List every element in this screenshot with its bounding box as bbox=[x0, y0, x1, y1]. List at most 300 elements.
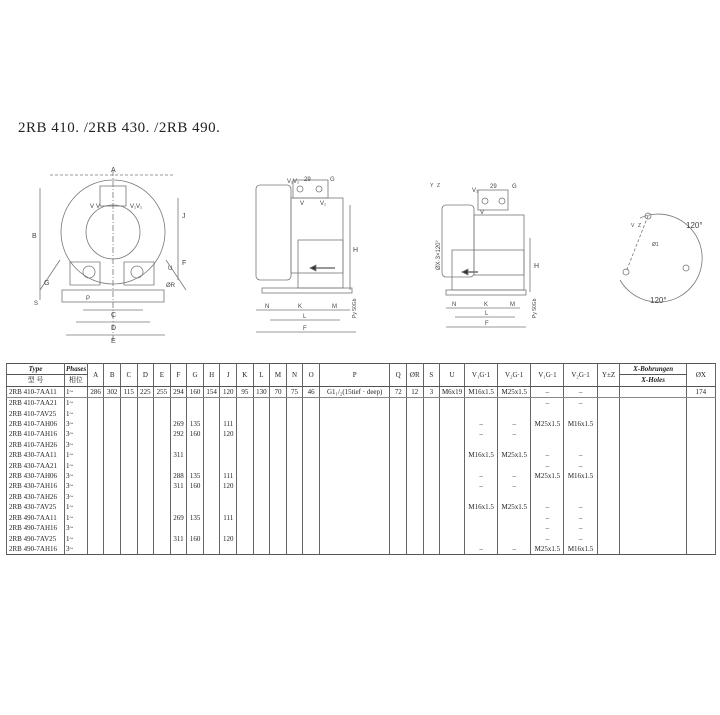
table-row bbox=[7, 450, 716, 460]
cell-v1: – bbox=[465, 419, 498, 429]
cell-s bbox=[423, 419, 440, 429]
cell-q: 72 bbox=[390, 386, 407, 397]
cell-b: 302 bbox=[104, 386, 121, 397]
cell-m bbox=[270, 523, 287, 533]
cell-v1: – bbox=[465, 429, 498, 439]
cell-p bbox=[319, 409, 389, 419]
cell-v4: – bbox=[564, 450, 597, 460]
cell-g bbox=[187, 523, 204, 533]
cell-j bbox=[220, 440, 237, 450]
cell-c bbox=[120, 450, 137, 460]
cell-r bbox=[406, 513, 423, 523]
cell-c bbox=[120, 440, 137, 450]
cell-xh bbox=[620, 481, 686, 491]
cell-l bbox=[253, 440, 270, 450]
cell-ox bbox=[686, 481, 715, 491]
cell-k bbox=[237, 450, 254, 460]
cell-s bbox=[423, 461, 440, 471]
cell-p bbox=[319, 492, 389, 502]
cell-e bbox=[154, 398, 171, 409]
cell-e bbox=[154, 429, 171, 439]
cell-model: 2RB 490-7AH16 bbox=[7, 523, 65, 533]
header-o: O bbox=[303, 364, 320, 387]
cell-h bbox=[203, 534, 220, 544]
cell-q bbox=[390, 492, 407, 502]
cell-v1: – bbox=[465, 481, 498, 491]
cell-s bbox=[423, 502, 440, 512]
cell-b bbox=[104, 492, 121, 502]
cell-j: 111 bbox=[220, 471, 237, 481]
cell-g: 160 bbox=[187, 534, 204, 544]
cell-b bbox=[104, 471, 121, 481]
cell-n bbox=[286, 419, 303, 429]
header-v2g1-b: V₂G·1 bbox=[564, 364, 597, 387]
cell-b bbox=[104, 450, 121, 460]
cell-k bbox=[237, 419, 254, 429]
cell-c bbox=[120, 492, 137, 502]
header-d: D bbox=[137, 364, 154, 387]
header-type-cn: 型 号 bbox=[7, 375, 65, 386]
cell-n bbox=[286, 450, 303, 460]
cell-f bbox=[170, 461, 187, 471]
cell-model: 2RB 430-7AA11 bbox=[7, 450, 65, 460]
flange-label-120a: 120° bbox=[686, 221, 703, 230]
front-label-u: U bbox=[168, 266, 173, 272]
cell-k bbox=[237, 440, 254, 450]
cell-v2 bbox=[498, 440, 531, 450]
cell-n bbox=[286, 398, 303, 409]
cell-phase: 3~ bbox=[65, 440, 88, 450]
cell-g bbox=[187, 544, 204, 555]
cell-g bbox=[187, 398, 204, 409]
cell-o: 46 bbox=[303, 386, 320, 397]
cell-g: 135 bbox=[187, 419, 204, 429]
cell-p bbox=[319, 471, 389, 481]
front-label-c: C bbox=[111, 312, 117, 319]
side-label-h: H bbox=[353, 247, 359, 254]
cell-n bbox=[286, 440, 303, 450]
side2-label-py: Py 50Gb bbox=[532, 298, 538, 318]
header-v2g1: V₂G·1 bbox=[498, 364, 531, 387]
cell-d bbox=[137, 523, 154, 533]
header-h: H bbox=[203, 364, 220, 387]
cell-phase: 3~ bbox=[65, 492, 88, 502]
cell-h bbox=[203, 450, 220, 460]
cell-l bbox=[253, 409, 270, 419]
cell-u bbox=[440, 502, 465, 512]
cell-o bbox=[303, 471, 320, 481]
cell-p bbox=[319, 513, 389, 523]
cell-u bbox=[440, 450, 465, 460]
cell-model: 2RB 490-7AH16 bbox=[7, 544, 65, 555]
cell-v2 bbox=[498, 461, 531, 471]
cell-phase: 3~ bbox=[65, 523, 88, 533]
cell-ox bbox=[686, 534, 715, 544]
cell-p bbox=[319, 450, 389, 460]
front-label-v1v1: V₁V₁ bbox=[130, 204, 143, 210]
cell-xh bbox=[620, 544, 686, 555]
header-phases-cn: 相位 bbox=[65, 375, 88, 386]
side-label-py: Py 50Gb bbox=[352, 298, 358, 318]
cell-a bbox=[87, 398, 104, 409]
header-p: P bbox=[319, 364, 389, 387]
cell-p bbox=[319, 523, 389, 533]
cell-o bbox=[303, 513, 320, 523]
cell-m bbox=[270, 534, 287, 544]
cell-e bbox=[154, 523, 171, 533]
cell-s bbox=[423, 523, 440, 533]
cell-yz bbox=[597, 502, 620, 512]
header-a: A bbox=[87, 364, 104, 387]
cell-h bbox=[203, 544, 220, 555]
front-label-f: F bbox=[182, 260, 187, 267]
cell-s bbox=[423, 481, 440, 491]
cell-k bbox=[237, 398, 254, 409]
cell-f: 269 bbox=[170, 419, 187, 429]
cell-l bbox=[253, 471, 270, 481]
cell-yz bbox=[597, 471, 620, 481]
cell-q bbox=[390, 481, 407, 491]
cell-v4: – bbox=[564, 534, 597, 544]
cell-p bbox=[319, 481, 389, 491]
cell-v3: – bbox=[531, 450, 564, 460]
cell-o bbox=[303, 398, 320, 409]
cell-d bbox=[137, 440, 154, 450]
cell-h bbox=[203, 481, 220, 491]
header-l: L bbox=[253, 364, 270, 387]
cell-r bbox=[406, 534, 423, 544]
cell-o bbox=[303, 492, 320, 502]
cell-ox bbox=[686, 523, 715, 533]
cell-f bbox=[170, 398, 187, 409]
front-label-v2: V bbox=[96, 204, 101, 210]
cell-yz bbox=[597, 386, 620, 397]
side2-label-f: F bbox=[485, 321, 489, 327]
cell-n bbox=[286, 523, 303, 533]
cell-v3 bbox=[531, 481, 564, 491]
cell-l bbox=[253, 492, 270, 502]
cell-c bbox=[120, 398, 137, 409]
cell-a bbox=[87, 492, 104, 502]
cell-yz bbox=[597, 461, 620, 471]
cell-model: 2RB 410-7AH06 bbox=[7, 419, 65, 429]
technical-drawings bbox=[0, 160, 720, 355]
cell-v4 bbox=[564, 429, 597, 439]
cell-g bbox=[187, 440, 204, 450]
cell-v1 bbox=[465, 440, 498, 450]
cell-v4: – bbox=[564, 502, 597, 512]
side-label-v1b: V₁ bbox=[293, 179, 300, 185]
cell-h bbox=[203, 419, 220, 429]
cell-g bbox=[187, 502, 204, 512]
cell-u bbox=[440, 429, 465, 439]
cell-b bbox=[104, 481, 121, 491]
side-label-v: V bbox=[300, 201, 305, 207]
header-j: J bbox=[220, 364, 237, 387]
cell-q bbox=[390, 409, 407, 419]
cell-xh bbox=[620, 513, 686, 523]
cell-r bbox=[406, 419, 423, 429]
flange-label-v: V bbox=[631, 223, 635, 229]
cell-q bbox=[390, 450, 407, 460]
cell-xh bbox=[620, 450, 686, 460]
side-label-g: G bbox=[330, 177, 335, 183]
cell-k bbox=[237, 544, 254, 555]
header-b: B bbox=[104, 364, 121, 387]
cell-yz bbox=[597, 492, 620, 502]
cell-xh bbox=[620, 386, 686, 397]
cell-phase: 1~ bbox=[65, 398, 88, 409]
cell-h bbox=[203, 440, 220, 450]
cell-v1 bbox=[465, 534, 498, 544]
cell-j bbox=[220, 502, 237, 512]
cell-j bbox=[220, 409, 237, 419]
cell-g: 160 bbox=[187, 481, 204, 491]
cell-ox bbox=[686, 471, 715, 481]
side-label-f: F bbox=[303, 326, 307, 332]
cell-m bbox=[270, 513, 287, 523]
cell-l bbox=[253, 398, 270, 409]
cell-r bbox=[406, 461, 423, 471]
flange-label-z: Z bbox=[638, 223, 642, 229]
cell-d bbox=[137, 513, 154, 523]
cell-d bbox=[137, 398, 154, 409]
cell-r bbox=[406, 481, 423, 491]
cell-s: 3 bbox=[423, 386, 440, 397]
cell-v4: – bbox=[564, 461, 597, 471]
table-row bbox=[7, 481, 716, 491]
cell-v1: M16x1.5 bbox=[465, 386, 498, 397]
flange-label-o1: Ø1 bbox=[652, 242, 659, 248]
cell-r bbox=[406, 471, 423, 481]
cell-v1 bbox=[465, 461, 498, 471]
cell-m bbox=[270, 429, 287, 439]
cell-b bbox=[104, 502, 121, 512]
table-row bbox=[7, 398, 716, 409]
cell-ox bbox=[686, 513, 715, 523]
cell-c bbox=[120, 513, 137, 523]
cell-a bbox=[87, 544, 104, 555]
cell-s bbox=[423, 429, 440, 439]
side-label-v1a: V₁ bbox=[287, 179, 294, 185]
cell-s bbox=[423, 492, 440, 502]
header-or: ØR bbox=[406, 364, 423, 387]
cell-v3: – bbox=[531, 502, 564, 512]
header-ox: ØX bbox=[686, 364, 715, 387]
cell-o bbox=[303, 440, 320, 450]
cell-yz bbox=[597, 409, 620, 419]
cell-v1 bbox=[465, 513, 498, 523]
cell-u bbox=[440, 492, 465, 502]
cell-o bbox=[303, 419, 320, 429]
cell-p bbox=[319, 534, 389, 544]
cell-phase: 3~ bbox=[65, 471, 88, 481]
cell-model: 2RB 430-7AV25 bbox=[7, 502, 65, 512]
cell-xh bbox=[620, 502, 686, 512]
cell-v4: M16x1.5 bbox=[564, 471, 597, 481]
cell-ox bbox=[686, 398, 715, 409]
cell-d bbox=[137, 429, 154, 439]
cell-d bbox=[137, 534, 154, 544]
cell-v3: – bbox=[531, 386, 564, 397]
cell-k bbox=[237, 502, 254, 512]
cell-m: 70 bbox=[270, 386, 287, 397]
cell-l: 130 bbox=[253, 386, 270, 397]
cell-a bbox=[87, 513, 104, 523]
table-row bbox=[7, 440, 716, 450]
cell-s bbox=[423, 544, 440, 555]
cell-n bbox=[286, 492, 303, 502]
cell-v1: M16x1.5 bbox=[465, 502, 498, 512]
cell-g: 160 bbox=[187, 429, 204, 439]
cell-s bbox=[423, 471, 440, 481]
cell-m bbox=[270, 440, 287, 450]
cell-o bbox=[303, 534, 320, 544]
cell-a bbox=[87, 461, 104, 471]
cell-k bbox=[237, 523, 254, 533]
cell-v3: – bbox=[531, 398, 564, 409]
table-body bbox=[7, 386, 716, 555]
cell-model: 2RB 430-7AH26 bbox=[7, 492, 65, 502]
cell-v4: M16x1.5 bbox=[564, 544, 597, 555]
cell-v2: – bbox=[498, 429, 531, 439]
cell-a bbox=[87, 502, 104, 512]
cell-h bbox=[203, 461, 220, 471]
table-row bbox=[7, 534, 716, 544]
cell-e bbox=[154, 502, 171, 512]
cell-m bbox=[270, 481, 287, 491]
cell-n bbox=[286, 481, 303, 491]
cell-ox bbox=[686, 461, 715, 471]
cell-yz bbox=[597, 534, 620, 544]
cell-d bbox=[137, 450, 154, 460]
cell-o bbox=[303, 502, 320, 512]
cell-model: 2RB 410-7AA21 bbox=[7, 398, 65, 409]
cell-e bbox=[154, 534, 171, 544]
cell-s bbox=[423, 450, 440, 460]
side2-label-29: 29 bbox=[490, 184, 497, 190]
cell-k bbox=[237, 513, 254, 523]
cell-j: 120 bbox=[220, 534, 237, 544]
cell-d bbox=[137, 481, 154, 491]
header-q: Q bbox=[390, 364, 407, 387]
cell-q bbox=[390, 419, 407, 429]
cell-model: 2RB 490-7AV25 bbox=[7, 534, 65, 544]
cell-xh bbox=[620, 523, 686, 533]
cell-v2 bbox=[498, 534, 531, 544]
cell-q bbox=[390, 534, 407, 544]
cell-k bbox=[237, 429, 254, 439]
cell-d bbox=[137, 461, 154, 471]
cell-g: 160 bbox=[187, 386, 204, 397]
cell-ox bbox=[686, 450, 715, 460]
cell-k bbox=[237, 471, 254, 481]
table-row bbox=[7, 544, 716, 555]
cell-u bbox=[440, 461, 465, 471]
cell-h: 154 bbox=[203, 386, 220, 397]
front-label-d: D bbox=[111, 325, 117, 332]
cell-d bbox=[137, 502, 154, 512]
cell-f bbox=[170, 502, 187, 512]
cell-v4 bbox=[564, 440, 597, 450]
cell-b bbox=[104, 429, 121, 439]
cell-o bbox=[303, 461, 320, 471]
cell-xh bbox=[620, 471, 686, 481]
header-s: S bbox=[423, 364, 440, 387]
cell-a bbox=[87, 481, 104, 491]
cell-v1 bbox=[465, 523, 498, 533]
cell-g bbox=[187, 409, 204, 419]
cell-yz bbox=[597, 523, 620, 533]
cell-r bbox=[406, 492, 423, 502]
cell-u bbox=[440, 544, 465, 555]
cell-r bbox=[406, 440, 423, 450]
cell-j bbox=[220, 544, 237, 555]
cell-j bbox=[220, 461, 237, 471]
cell-c bbox=[120, 523, 137, 533]
cell-b bbox=[104, 523, 121, 533]
cell-b bbox=[104, 513, 121, 523]
cell-c bbox=[120, 419, 137, 429]
cell-l bbox=[253, 534, 270, 544]
cell-v3 bbox=[531, 429, 564, 439]
cell-v4: – bbox=[564, 386, 597, 397]
cell-v2 bbox=[498, 513, 531, 523]
cell-n: 75 bbox=[286, 386, 303, 397]
cell-o bbox=[303, 409, 320, 419]
cell-g: 135 bbox=[187, 513, 204, 523]
cell-n bbox=[286, 461, 303, 471]
cell-q bbox=[390, 429, 407, 439]
cell-b bbox=[104, 409, 121, 419]
cell-xh bbox=[620, 534, 686, 544]
table-row bbox=[7, 471, 716, 481]
side-view-drawing bbox=[256, 180, 359, 332]
cell-u bbox=[440, 471, 465, 481]
cell-v2: – bbox=[498, 544, 531, 555]
cell-g: 135 bbox=[187, 471, 204, 481]
cell-model: 2RB 430-7AA21 bbox=[7, 461, 65, 471]
cell-e bbox=[154, 492, 171, 502]
cell-p bbox=[319, 429, 389, 439]
cell-yz bbox=[597, 419, 620, 429]
cell-phase: 1~ bbox=[65, 502, 88, 512]
cell-b bbox=[104, 544, 121, 555]
cell-m bbox=[270, 419, 287, 429]
cell-h bbox=[203, 429, 220, 439]
cell-v3: – bbox=[531, 461, 564, 471]
cell-v1 bbox=[465, 492, 498, 502]
cell-g bbox=[187, 492, 204, 502]
cell-v2 bbox=[498, 492, 531, 502]
header-phases: Phases bbox=[66, 365, 87, 373]
cell-v2: – bbox=[498, 481, 531, 491]
cell-v4: M16x1.5 bbox=[564, 419, 597, 429]
cell-f bbox=[170, 409, 187, 419]
cell-v4: – bbox=[564, 523, 597, 533]
cell-u bbox=[440, 534, 465, 544]
cell-u bbox=[440, 523, 465, 533]
cell-s bbox=[423, 534, 440, 544]
cell-p bbox=[319, 440, 389, 450]
header-v1g1: V₁G·1 bbox=[465, 364, 498, 387]
cell-xh bbox=[620, 492, 686, 502]
side-label-k: K bbox=[298, 304, 303, 310]
cell-a bbox=[87, 471, 104, 481]
cell-l bbox=[253, 523, 270, 533]
document-title: 2RB 410. /2RB 430. /2RB 490. bbox=[18, 120, 221, 136]
cell-h bbox=[203, 398, 220, 409]
